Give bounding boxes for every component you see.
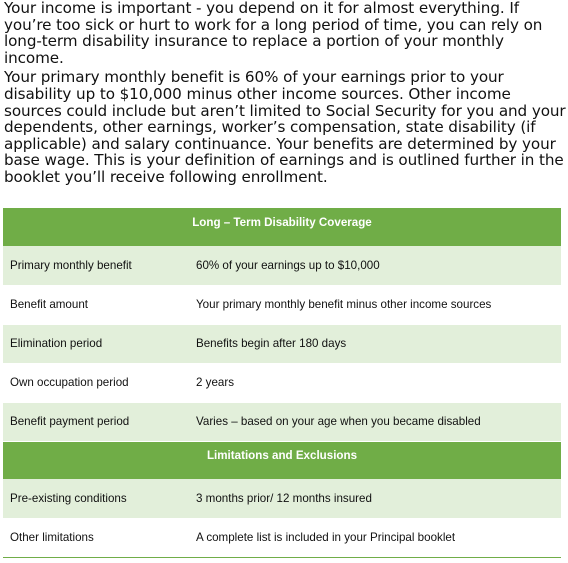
row-value: A complete list is included in your Principal booklet <box>189 518 561 557</box>
table-header-row <box>3 208 561 246</box>
row-value: 60% of your earnings up to $10,000 <box>189 246 561 285</box>
table-row <box>3 324 561 363</box>
row-label: Benefit payment period <box>3 402 189 441</box>
row-value: Benefits begin after 180 days <box>189 324 561 363</box>
table-header-limitations: Limitations and Exclusions <box>3 441 561 479</box>
row-label: Pre-existing conditions <box>3 479 189 518</box>
row-label: Own occupation period <box>3 363 189 402</box>
intro-paragraph-2: Your primary monthly benefit is 60% of your earnings prior to your disability up to $10,000 minus other income sources. Other income sources could include but aren’t limited to Social Security for you and your dependents, other earnings, worker’s compensation, state disability (if applicable) and salary continuance. Your benefits are determined by your base wage. This is your definition of earnings and is outlined further in the booklet you’ll receive following enrollment. <box>4 68 566 186</box>
table-row <box>3 285 561 324</box>
table-row <box>3 518 561 557</box>
row-label: Other limitations <box>3 518 189 557</box>
intro-paragraph-1: Your income is important - you depend on it for almost everything. If you’re too sick or hurt to work for a long period of time, you can rely on long-term disability insurance to replace a portion of your monthly income. <box>4 0 543 67</box>
table-row <box>3 479 561 518</box>
row-label: Primary monthly benefit <box>3 246 189 285</box>
row-label: Elimination period <box>3 324 189 363</box>
table-row <box>3 246 561 285</box>
table-section-header-row <box>3 441 561 479</box>
row-label: Benefit amount <box>3 285 189 324</box>
table-row <box>3 363 561 402</box>
coverage-table <box>3 208 561 558</box>
intro-text <box>4 0 566 189</box>
row-value: Varies – based on your age when you became disabled <box>189 402 561 441</box>
table-row <box>3 402 561 441</box>
row-value: 2 years <box>189 363 561 402</box>
row-value: 3 months prior/ 12 months insured <box>189 479 561 518</box>
table-header-ltd-coverage: Long – Term Disability Coverage <box>3 208 561 246</box>
row-value: Your primary monthly benefit minus other income sources <box>189 285 561 324</box>
